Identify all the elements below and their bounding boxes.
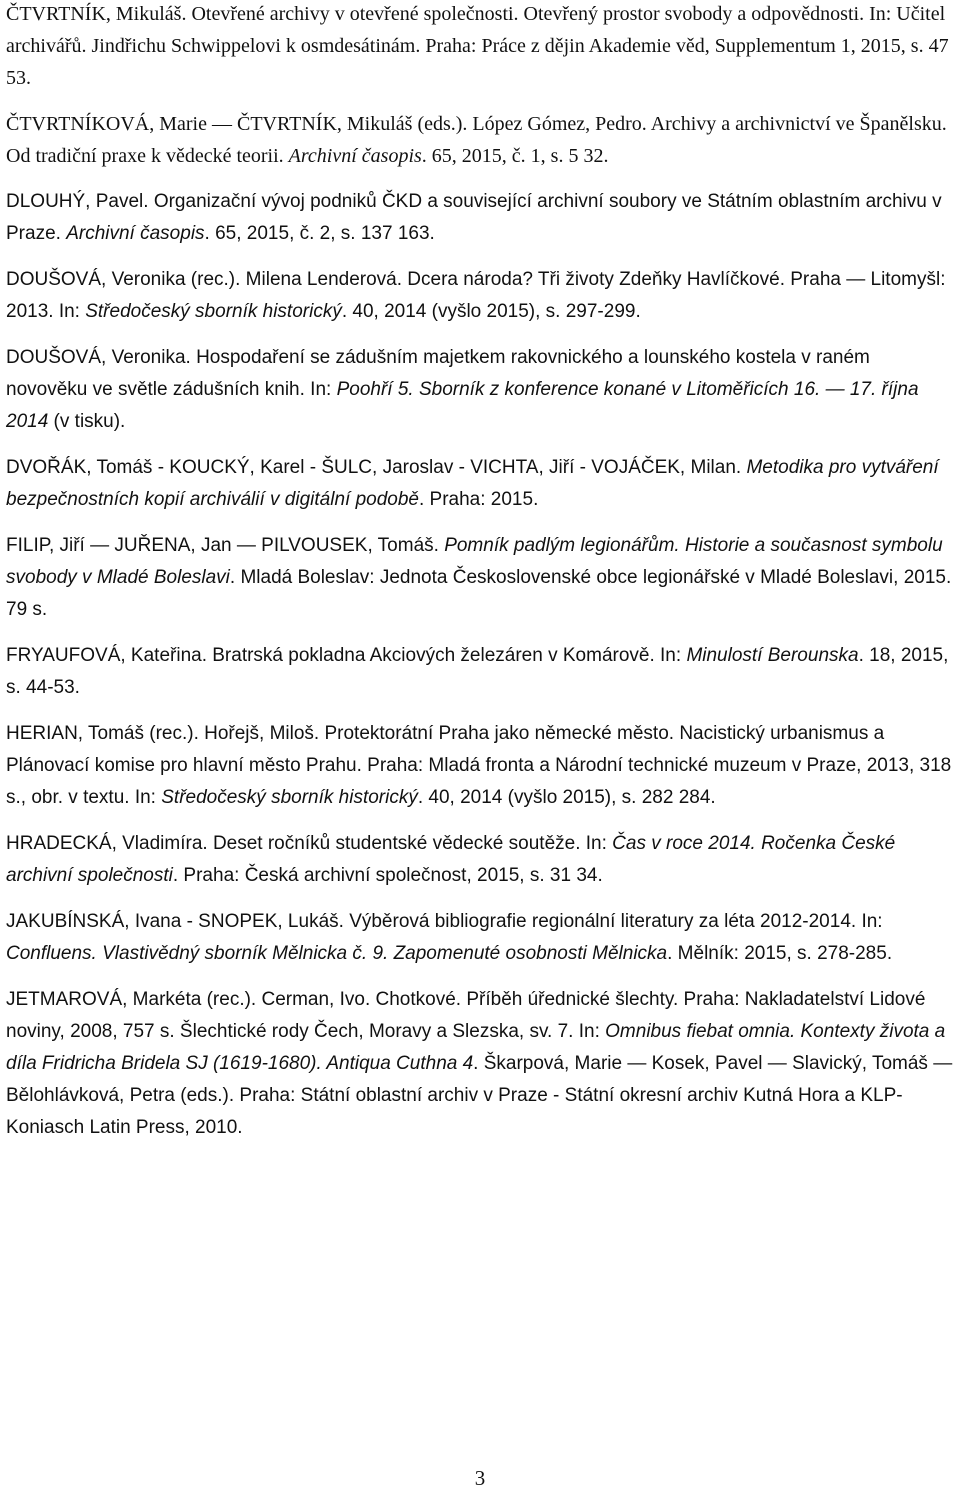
entry-text: ČTVRTNÍK, Mikuláš. Otevřené archivy v otevřené společnosti. Otevřený prostor svobody a odpovědnosti. In: Učitel archivářů. Jindřichu Schwippelovi k osmdesátinám. Praha: Práce z dějin Akademie věd, Supplementum 1, 2015, s. 47 53.: [6, 3, 949, 89]
bibliography-entry: [6, 186, 954, 250]
entry-text: DLOUHÝ, Pavel. Organizační vývoj podniků ČKD a související archivní soubory ve Státním oblastním archivu v Praze.: [6, 191, 942, 244]
entry-title-italic: Confluens. Vlastivědný sborník Mělnicka č. 9. Zapomenuté osobnosti Mělnicka: [6, 943, 668, 964]
entry-title-italic: Metodika pro vytváření bezpečnostních kopií archiválií v digitální podobě: [6, 457, 939, 510]
bibliography-entry: [6, 984, 954, 1144]
entry-text: . 40, 2014 (vyšlo 2015), s. 297-299.: [341, 301, 641, 322]
entry-text: HRADECKÁ, Vladimíra. Deset ročníků studentské vědecké soutěže. In:: [6, 833, 613, 854]
entry-text: FRYAUFOVÁ, Kateřina. Bratrská pokladna Akciových železáren v Komárově. In:: [6, 645, 687, 666]
entry-title-italic: Čas v roce 2014. Ročenka České archivní společnosti: [6, 833, 896, 886]
entry-title-italic: Poohří 5. Sborník z konference konané v Litoměřicích 16. — 17. října 2014: [6, 379, 919, 432]
entry-text: . Mladá Boleslav: Jednota Československé obce legionářské v Mladé Boleslavi, 2015. 79 s.: [6, 567, 952, 620]
entry-title-italic: Středočeský sborník historický: [85, 301, 342, 322]
entry-title-italic: Archivní časopis: [288, 145, 422, 167]
entry-title-italic: Středočeský sborník historický: [161, 787, 418, 808]
entry-text: ČTVRTNÍKOVÁ, Marie — ČTVRTNÍK, Mikuláš (eds.). López Gómez, Pedro. Archivy a archivnictví ve Španělsku. Od tradiční praxe k vědecké teorii.: [6, 113, 947, 167]
entry-title-italic: Minulostí Berounska: [686, 645, 859, 666]
entry-title-italic: Omnibus fiebat omnia. Kontexty života a díla Fridricha Bridela SJ (1619-1680). Antiqua Cuthna 4: [6, 1021, 946, 1074]
bibliography-entry: [6, 718, 954, 814]
bibliography-entry: [6, 906, 954, 970]
entry-text: JETMAROVÁ, Markéta (rec.). Cerman, Ivo. Chotkové. Příběh úřednické šlechty. Praha: Nakladatelství Lidové noviny, 2008, 757 s. Šlechtické rody Čech, Moravy a Slezska, sv. 7. In:: [6, 989, 926, 1042]
entry-text: DOUŠOVÁ, Veronika (rec.). Milena Lenderová. Dcera národa? Tři životy Zdeňky Havlíčkové. Praha — Litomyšl: 2013. In:: [6, 269, 946, 322]
page-number: 3: [474, 1466, 486, 1490]
entry-text: . Mělník: 2015, s. 278-285.: [667, 943, 893, 964]
bibliography-entry: [6, 452, 954, 516]
bibliography-entry: [6, 108, 954, 172]
bibliography-entry: [6, 264, 954, 328]
entry-text: . 65, 2015, č. 2, s. 137 163.: [204, 223, 435, 244]
bibliography-list: [6, 0, 954, 1144]
entry-text: FILIP, Jiří — JUŘENA, Jan — PILVOUSEK, Tomáš.: [6, 535, 445, 556]
entry-text: (v tisku).: [48, 411, 126, 432]
bibliography-entry: [6, 828, 954, 892]
bibliography-entry: [6, 0, 954, 94]
entry-text: JAKUBÍNSKÁ, Ivana - SNOPEK, Lukáš. Výběrová bibliografie regionální literatury za léta 2012-2014. In:: [6, 911, 883, 932]
entry-title-italic: Pomník padlým legionářům. Historie a současnost symbolu svobody v Mladé Boleslavi: [6, 535, 943, 588]
entry-text: DVOŘÁK, Tomáš - KOUCKÝ, Karel - ŠULC, Jaroslav - VICHTA, Jiří - VOJÁČEK, Milan.: [6, 457, 747, 478]
entry-text: . 65, 2015, č. 1, s. 5 32.: [421, 145, 609, 167]
bibliography-entry: [6, 530, 954, 626]
entry-text: . Praha: Česká archivní společnost, 2015, s. 31 34.: [172, 865, 603, 886]
entry-text: . 18, 2015, s. 44-53.: [6, 645, 949, 698]
entry-text: . Praha: 2015.: [418, 489, 539, 510]
bibliography-entry: [6, 342, 954, 438]
entry-text: . Škarpová, Marie — Kosek, Pavel — Slavický, Tomáš — Bělohlávková, Petra (eds.). Praha: Státní oblastní archiv v Praze - Státní okresní archiv Kutná Hora a KLP-Koniasch Latin Press, 2010.: [6, 1053, 953, 1138]
entry-title-italic: Archivní časopis: [66, 223, 205, 244]
entry-text: DOUŠOVÁ, Veronika. Hospodaření se zádušním majetkem rakovnického a lounského kostela v raném novověku ve světle zádušních knih. In:: [6, 347, 870, 400]
bibliography-entry: [6, 640, 954, 704]
entry-text: HERIAN, Tomáš (rec.). Hořejš, Miloš. Protektorátní Praha jako německé město. Nacistický urbanismus a Plánovací komise pro hlavní město Prahu. Praha: Mladá fronta a Národní technické muzeum v Praze, 2013, 318 s., obr. v textu. In:: [6, 723, 952, 808]
entry-text: . 40, 2014 (vyšlo 2015), s. 282 284.: [417, 787, 716, 808]
